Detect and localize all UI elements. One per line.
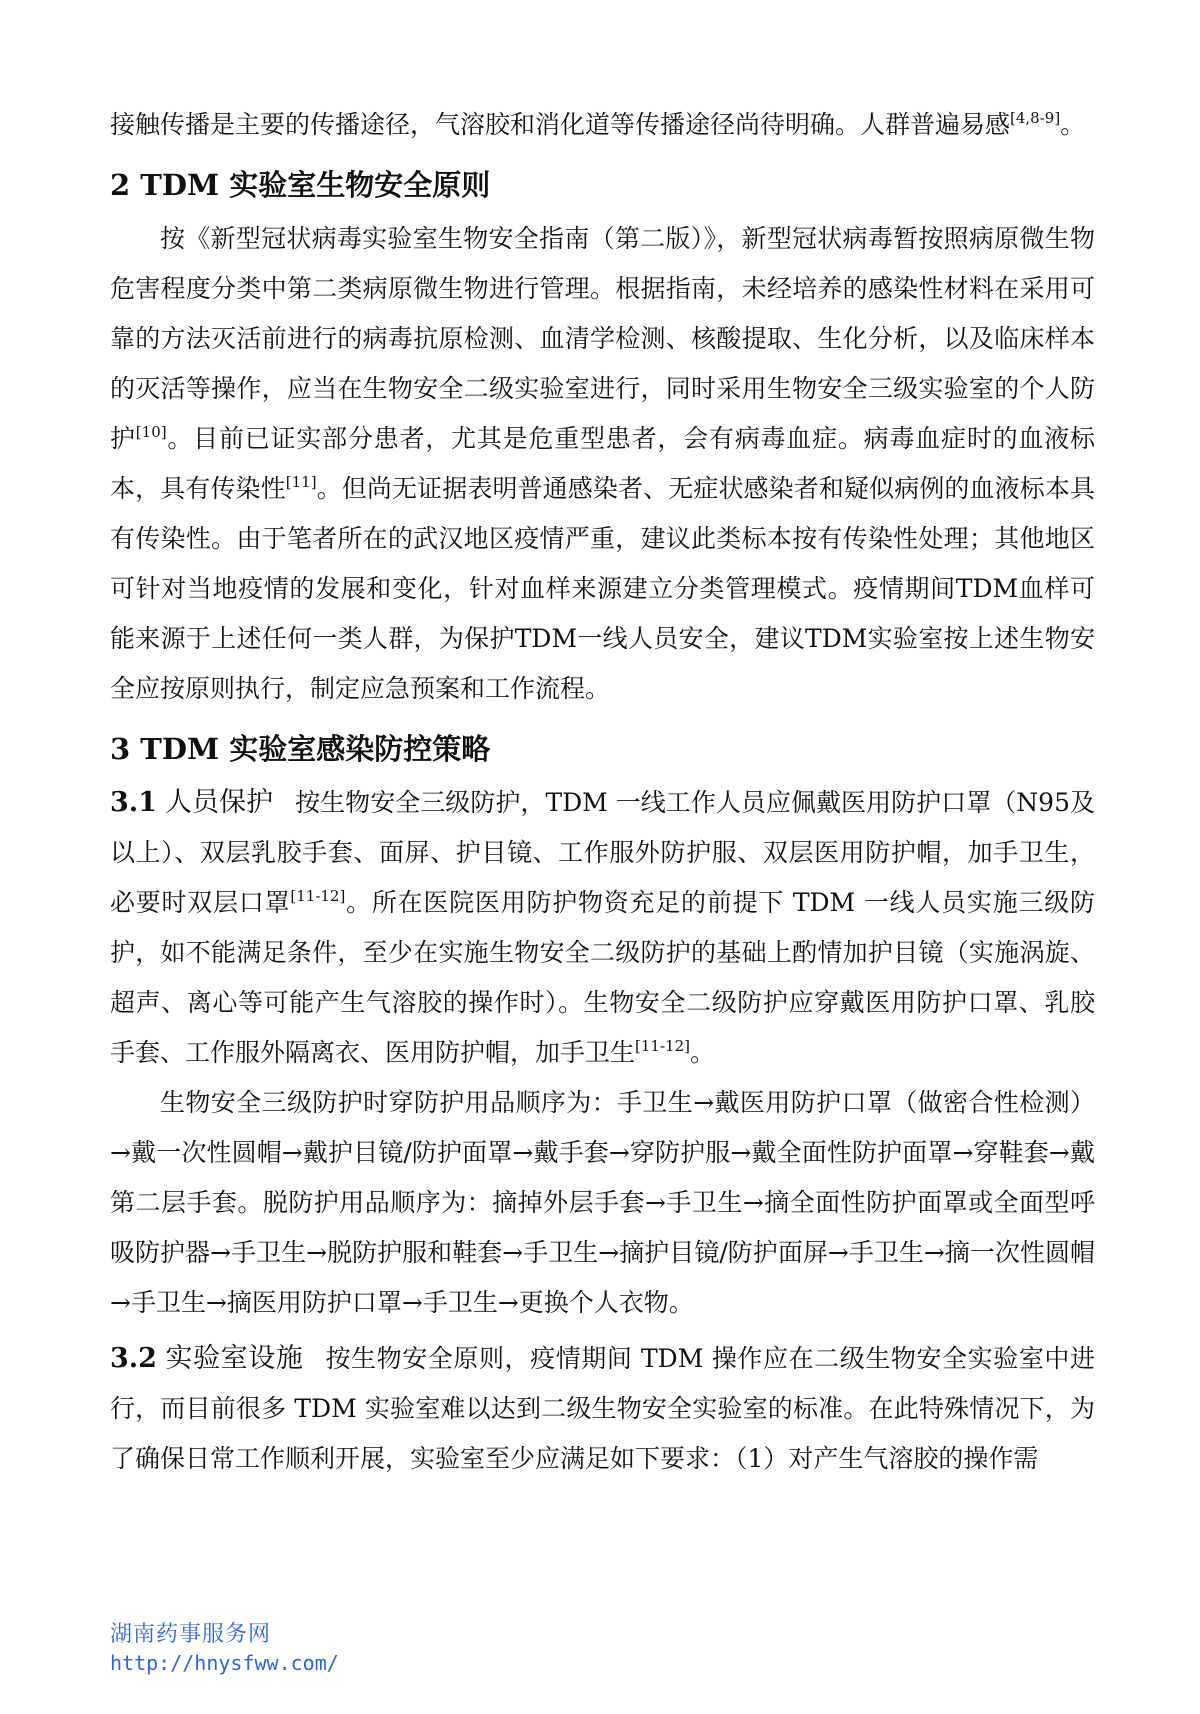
citation-ref[interactable]: [11-12]: [635, 1037, 690, 1055]
subsection-number: 3.2: [110, 1343, 157, 1374]
footer-site-link[interactable]: http://hnysfww.com/: [110, 1651, 339, 1675]
paragraph-transmission: [110, 100, 1095, 150]
citation-ref[interactable]: [10]: [135, 423, 167, 441]
footer-site-name: 湖南药事服务网: [110, 1622, 272, 1647]
paragraph-text: 。目前已证实部分患者，尤其是危重型患者，会有病毒血症。病毒血症时的血液标本，具有传染性: [110, 424, 1095, 503]
paragraph-ppe-order: 生物安全三级防护时穿防护用品顺序为：手卫生→戴医用防护口罩（做密合性检测）→戴一次性圆帽→戴护目镜/防护面罩→戴手套→穿防护服→戴全面性防护面罩→穿鞋套→戴第二层手套。脱防护用品顺序为：摘掉外层手套→手卫生→摘全面性防护面罩或全面型呼吸防护器→手卫生→脱防护服和鞋套→手卫生→摘护目镜/防护面屏→手卫生→摘一次性圆帽→手卫生→摘医用防护口罩→手卫生→更换个人衣物。: [110, 1088, 1095, 1317]
paragraph-text: 按生物安全三级防护，TDM 一线工作人员应佩戴医用防护口罩（N95及以上）、双层乳胶手套、面屏、护目镜、工作服外防护服、双层医用防护帽，加手卫生，必要时双层口罩: [110, 788, 1096, 917]
citation-ref[interactable]: [11-12]: [290, 887, 346, 905]
footer-watermark: [110, 1620, 339, 1676]
subsection-3-1: [110, 778, 1095, 1078]
paragraph-text: 按《新型冠状病毒实验室生物安全指南（第二版）》，新型冠状病毒暂按照病原微生物危害程度分类中第二类病原微生物进行管理。根据指南，未经培养的感染性材料在采用可靠的方法灭活前进行的病毒抗原检测、血清学检测、核酸提取、生化分析，以及临床样本的灭活等操作，应当在生物安全二级实验室进行，同时采用生物安全三级实验室的个人防护: [110, 224, 1095, 453]
paragraph-text: 。但尚无证据表明普通感染者、无症状感染者和疑似病例的血液标本具有传染性。由于笔者所在的武汉地区疫情严重，建议此类标本按有传染性处理；其他地区可针对当地疫情的发展和变化，针对血样来源建立分类管理模式。疫情期间TDM血样可能来源于上述任何一类人群，为保护TDM一线人员安全，建议TDM实验室按上述生物安全应按原则执行，制定应急预案和工作流程。: [110, 474, 1095, 703]
section-heading-2: 2 TDM 实验室生物安全原则: [110, 168, 491, 202]
subsection-number: 3.1: [110, 787, 157, 818]
paragraph-text: 。: [689, 1038, 715, 1067]
section-heading-3: 3 TDM 实验室感染防控策略: [110, 732, 491, 766]
subsection-title: 人员保护: [164, 787, 274, 818]
paragraph-biosafety-principles: [110, 214, 1095, 714]
document-body: [110, 100, 1095, 1484]
paragraph-text: 。: [1060, 110, 1086, 139]
paragraph-text: 按生物安全原则，疫情期间 TDM 操作应在二级生物安全实验室中进行，而目前很多 TDM 实验室难以达到二级生物安全实验室的标准。在此特殊情况下，为了确保日常工作顺利开展，实验室至少应满足如下要求：（1）对产生气溶胶的操作需: [110, 1344, 1095, 1473]
citation-ref[interactable]: [4,8-9]: [1010, 109, 1061, 127]
subsection-title: 实验室设施: [165, 1343, 304, 1374]
citation-ref[interactable]: [11]: [285, 473, 317, 491]
paragraph-text: 接触传播是主要的传播途径，气溶胶和消化道等传播途径尚待明确。人群普遍易感: [110, 110, 1011, 139]
paragraph-text: 。所在医院医用防护物资充足的前提下 TDM 一线人员实施三级防护，如不能满足条件，至少在实施生物安全二级防护的基础上酌情加护目镜（实施涡旋、超声、离心等可能产生气溶胶的操作时）。生物安全二级防护应穿戴医用防护口罩、乳胶手套、工作服外隔离衣、医用防护帽，加手卫生: [110, 888, 1095, 1067]
subsection-3-2: [110, 1334, 1095, 1484]
